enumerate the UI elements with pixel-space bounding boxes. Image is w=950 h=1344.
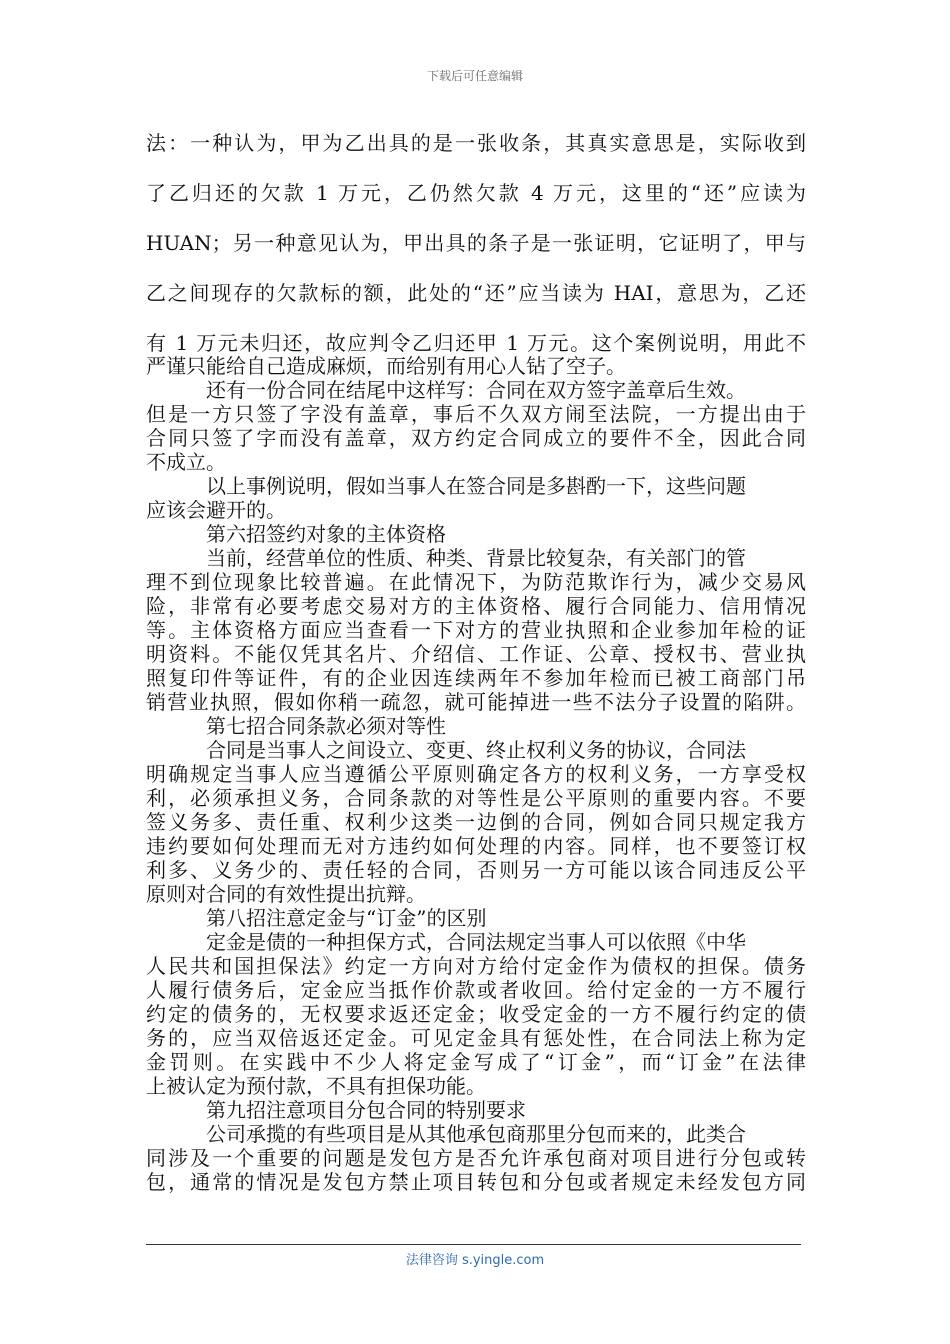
text-line: 定金是债的一种担保方式，合同法规定当事人可以依照《中华	[206, 930, 746, 954]
text-line: HUAN；另一种意见认为，甲出具的条子是一张证明，它证明了，甲与	[146, 231, 806, 255]
text-line: 包，通常的情况是发包方禁止项目转包和分包或者规定未经发包方同	[146, 1170, 806, 1194]
footer-link[interactable]: 法律咨询 s.yingle.com	[405, 1253, 545, 1268]
document-body	[146, 128, 806, 1328]
section-heading: 第七招合同条款必须对等性	[206, 714, 446, 738]
text-line: 等。主体资格方面应当查看一下对方的营业执照和企业参加年检的证	[146, 618, 806, 642]
text-line: 约定的债务的，无权要求返还定金；收受定金的一方不履行约定的债	[146, 1002, 806, 1026]
page-header: 下载后可任意编辑	[426, 69, 523, 83]
text-line: 乙之间现存的欠款标的额，此处的“还”应当读为 HAI，意思为，乙还	[146, 281, 806, 305]
text-line: 明确规定当事人应当遵循公平原则确定各方的权利义务，一方享受权	[146, 762, 806, 786]
text-line: 人履行债务后，定金应当抵作价款或者收回。给付定金的一方不履行	[146, 978, 806, 1002]
text-line: 当前，经营单位的性质、种类、背景比较复杂，有关部门的管	[206, 546, 746, 570]
text-line: 应该会避开的。	[146, 498, 286, 522]
text-line: 同涉及一个重要的问题是发包方是否允许承包商对项目进行分包或转	[146, 1146, 806, 1170]
section-heading: 第九招注意项目分包合同的特别要求	[206, 1098, 526, 1122]
section-heading: 第八招注意定金与“订金”的区别	[206, 906, 487, 930]
text-line: 不成立。	[146, 450, 226, 474]
text-line: 险，非常有必要考虑交易对方的主体资格、履行合同能力、信用情况	[146, 594, 806, 618]
text-line: 但是一方只签了字没有盖章，事后不久双方闹至法院，一方提出由于	[146, 402, 806, 426]
text-line: 合同是当事人之间设立、变更、终止权利义务的协议，合同法	[206, 738, 746, 762]
text-line: 以上事例说明，假如当事人在签合同是多斟酌一下，这些问题	[206, 474, 746, 498]
text-line: 签义务多、责任重、权利少这类一边倒的合同，例如合同只规定我方	[146, 810, 806, 834]
section-heading: 第六招签约对象的主体资格	[206, 522, 446, 546]
text-line: 还有一份合同在结尾中这样写：合同在双方签字盖章后生效。	[206, 378, 746, 402]
text-line: 销营业执照，假如你稍一疏忽，就可能掉进一些不法分子设置的陷阱。	[146, 690, 806, 714]
text-line: 明资料。不能仅凭其名片、介绍信、工作证、公章、授权书、营业执	[146, 642, 806, 666]
text-line: 金罚则。在实践中不少人将定金写成了“订金”，而“订金”在法律	[146, 1050, 806, 1074]
text-line: 理不到位现象比较普遍。在此情况下，为防范欺诈行为，减少交易风	[146, 570, 806, 594]
text-line: 人民共和国担保法》约定一方向对方给付定金作为债权的担保。债务	[146, 954, 806, 978]
text-line: 公司承揽的有些项目是从其他承包商那里分包而来的，此类合	[206, 1122, 746, 1146]
text-line: 合同只签了字而没有盖章，双方约定合同成立的要件不全，因此合同	[146, 426, 806, 450]
text-line: 有 1 万元未归还，故应判令乙归还甲 1 万元。这个案例说明，用此不	[146, 331, 806, 355]
text-line: 上被认定为预付款，不具有担保功能。	[146, 1074, 486, 1098]
text-line: 照复印件等证件，有的企业因连续两年不参加年检而已被工商部门吊	[146, 666, 806, 690]
text-line: 法：一种认为，甲为乙出具的是一张收条，其真实意思是，实际收到	[146, 131, 806, 155]
text-line: 违约要如何处理而无对方违约如何处理的内容。同样，也不要签订权	[146, 834, 806, 858]
text-line: 务的，应当双倍返还定金。可见定金具有惩处性，在合同法上称为定	[146, 1026, 806, 1050]
text-line: 利多、义务少的、责任轻的合同，否则另一方可能以该合同违反公平	[146, 858, 806, 882]
text-line: 严谨只能给自己造成麻烦，而给别有用心人钻了空子。	[146, 354, 626, 378]
text-line: 了乙归还的欠款 1 万元，乙仍然欠款 4 万元，这里的“还”应读为	[146, 181, 806, 205]
text-line: 原则对合同的有效性提出抗辩。	[146, 882, 426, 906]
footer-divider	[146, 1244, 801, 1245]
text-line: 利，必须承担义务，合同条款的对等性是公平原则的重要内容。不要	[146, 786, 806, 810]
